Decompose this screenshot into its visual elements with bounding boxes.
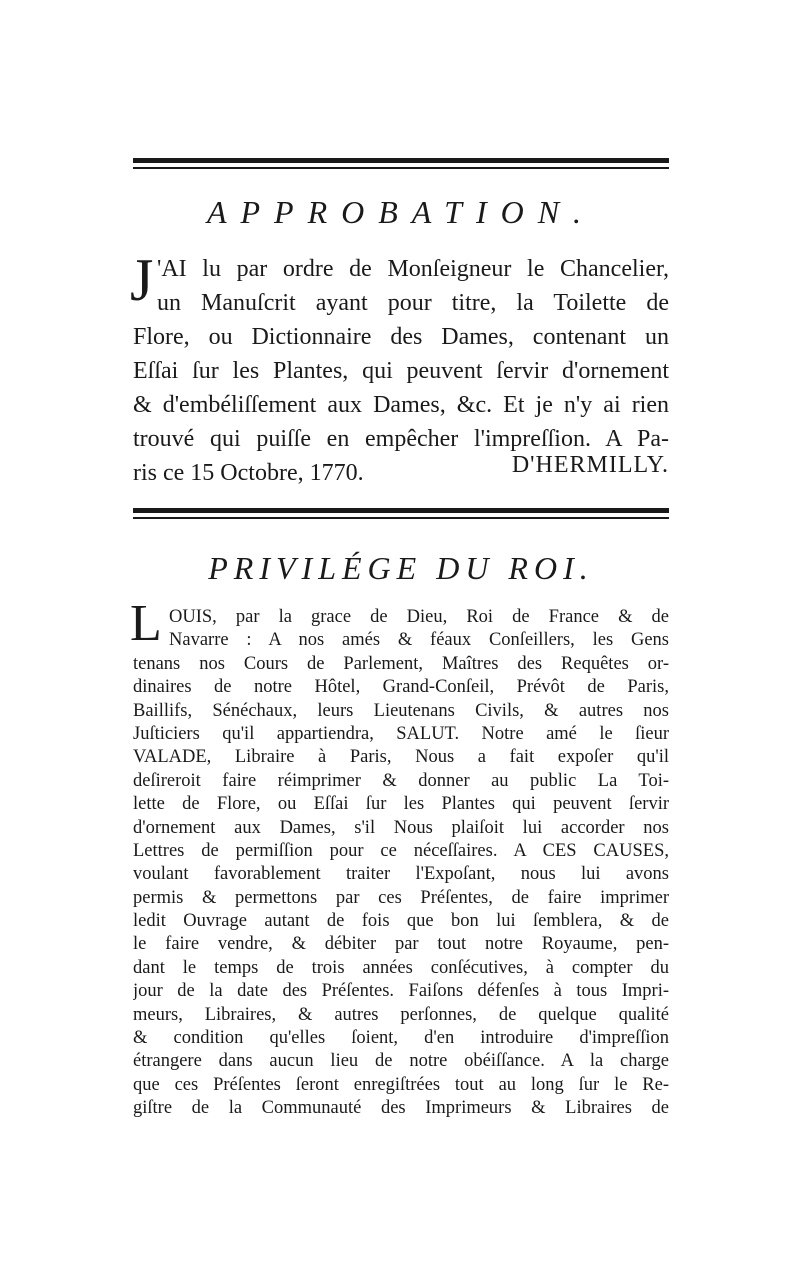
privilege-line: permis & permettons par ces Préſentes, de faire imprimer [133, 887, 669, 908]
privilege-line: dant le temps de trois années conſécutives, à compter du [133, 957, 669, 978]
privilege-line: le faire vendre, & débiter par tout notre Royaume, pen- [133, 934, 669, 955]
approbation-dropcap: J [130, 247, 154, 313]
privilege-line: étrangere dans aucun lieu de notre obéiſſance. A la charge [133, 1051, 669, 1072]
middle-double-rule [133, 508, 669, 519]
privilege-line: d'ornement aux Dames, s'il Nous plaiſoit lui accorder nos [133, 817, 669, 838]
approbation-line: & d'embéliſſement aux Dames, &c. Et je n'y ai rien [133, 392, 669, 418]
privilege-dropcap: L [130, 595, 162, 652]
approbation-line: un Manuſcrit ayant pour titre, la Toilette de [157, 290, 669, 316]
privilege-line: deſireroit faire réimprimer & donner au public La Toi- [133, 770, 669, 791]
privilege-line: Baillifs, Sénéchaux, leurs Lieutenans Civils, & autres nos [133, 700, 669, 721]
privilege-line: ledit Ouvrage autant de fois que bon lui ſemblera, & de [133, 911, 669, 932]
approbation-line: Flore, ou Dictionnaire des Dames, contenant un [133, 324, 669, 350]
privilege-line: dinaires de notre Hôtel, Grand-Conſeil, Prévôt de Paris, [133, 677, 669, 698]
privilege-line: lette de Flore, ou Eſſai ſur les Plantes qui peuvent ſervir [133, 794, 669, 815]
privilege-line: Lettres de permiſſion pour ce néceſſaires. A CES CAUSES, [133, 840, 669, 861]
approbation-signature: D'HERMILLY. [511, 452, 669, 478]
privilege-line: voulant favorablement traiter l'Expoſant, nous lui avons [133, 864, 669, 885]
privilege-line: Juſticiers qu'il appartiendra, SALUT. Notre amé le ſieur [133, 723, 669, 744]
privilege-line: VALADE, Libraire à Paris, Nous a fait expoſer qu'il [133, 747, 669, 768]
privilege-line: jour de la date des Préſentes. Faiſons défenſes à tous Impri- [133, 981, 669, 1002]
approbation-line: Eſſai ſur les Plantes, qui peuvent ſervir d'ornement [133, 358, 669, 384]
top-double-rule [133, 158, 669, 169]
approbation-line: ris ce 15 Octobre, 1770. [133, 460, 364, 486]
privilege-line: meurs, Libraires, & autres perſonnes, de quelque qualité [133, 1004, 669, 1025]
privilege-line: Navarre : A nos amés & féaux Conſeillers, les Gens [169, 630, 669, 651]
privilege-line: OUIS, par la grace de Dieu, Roi de France & de [169, 607, 669, 627]
privilege-line: giſtre de la Communauté des Imprimeurs & Libraires de [133, 1098, 669, 1119]
privilege-heading: PRIVILÉGE DU ROI. [208, 550, 594, 586]
approbation-line: trouvé qui puiſſe en empêcher l'impreſſion. A Pa- [133, 426, 669, 452]
privilege-paragraph [133, 606, 669, 1121]
approbation-line: 'AI lu par ordre de Monſeigneur le Chancelier, [157, 256, 669, 282]
privilege-line: tenans nos Cours de Parlement, Maîtres des Requêtes or- [133, 653, 669, 674]
privilege-line: que ces Préſentes ſeront enregiſtrées tout au long ſur le Re- [133, 1074, 669, 1095]
privilege-line: & condition qu'elles ſoient, d'en introduire d'impreſſion [133, 1028, 669, 1049]
approbation-heading: APPROBATION. [206, 194, 596, 230]
